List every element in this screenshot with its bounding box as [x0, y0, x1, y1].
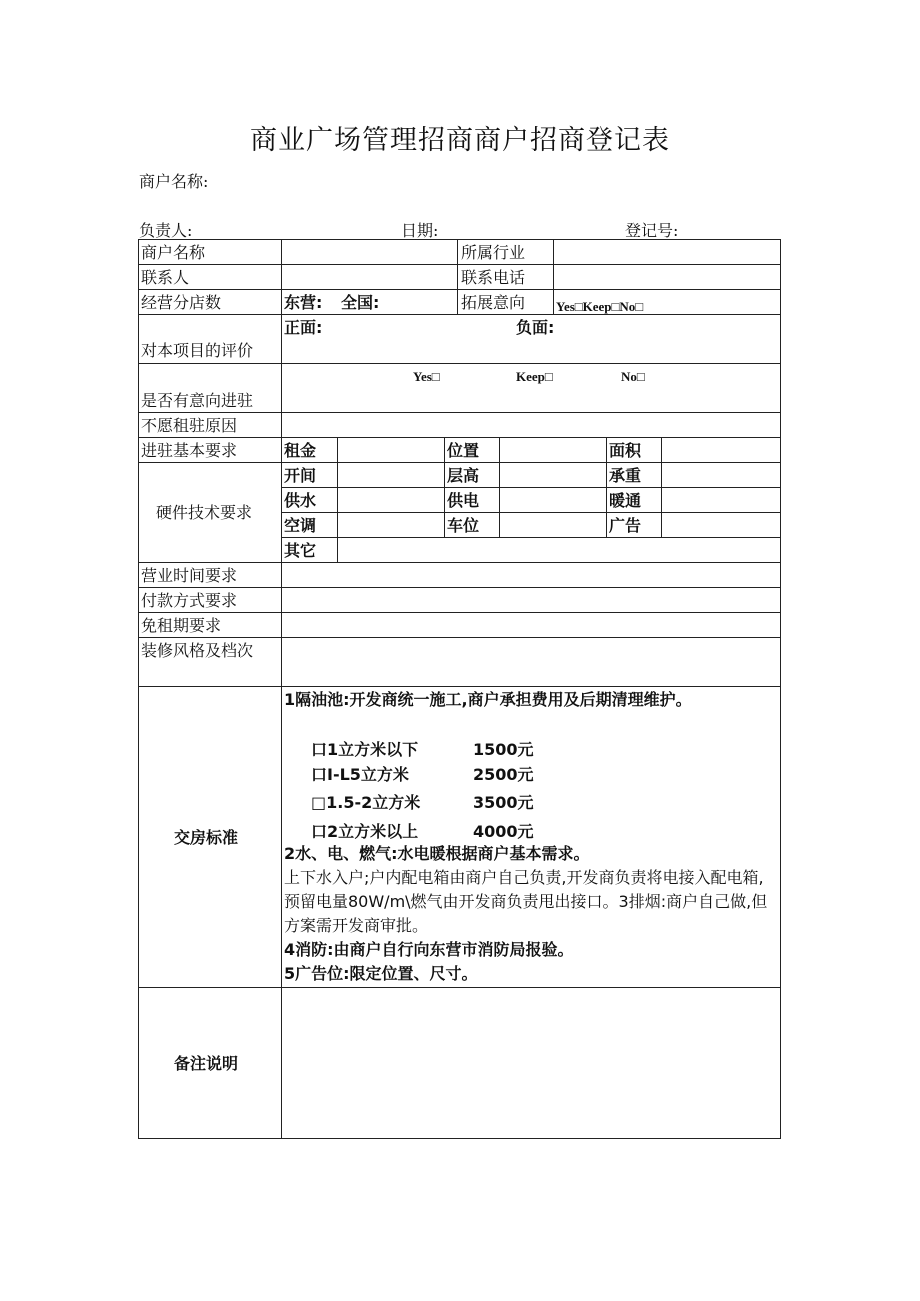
intention-yes: Yes□	[413, 369, 440, 384]
handover-standard-cell: 交房标准	[174, 828, 239, 847]
decoration-cell: 装修风格及档次	[141, 641, 254, 660]
handover-item-4: 4消防:由商户自行向东营市消防局报验。	[284, 940, 574, 959]
floor-height-cell: 层高	[447, 466, 480, 485]
ad-cell: 广告	[609, 516, 642, 535]
option-row: □1.5-2立方米 3500元	[311, 793, 534, 812]
remarks-cell: 备注说明	[174, 1054, 239, 1073]
merchant-name-label: 商户名称:	[139, 172, 209, 191]
heating-cell: 暖通	[609, 491, 642, 510]
intention-cell: 是否有意向进驻	[141, 391, 254, 410]
page-title: 商业广场管理招商商户招商登记表	[250, 125, 670, 156]
expansion-options: Yes□Keep□No□	[556, 299, 644, 314]
branches-national: 全国:	[341, 293, 380, 312]
option-row: 口1立方米以下 1500元	[311, 740, 534, 759]
power-cell: 供电	[447, 491, 480, 510]
basic-requirements-cell: 进驻基本要求	[141, 441, 238, 460]
ac-cell: 空调	[284, 516, 317, 535]
registration-number-label: 登记号:	[625, 221, 679, 240]
merchant-name-cell: 商户名称	[141, 243, 206, 262]
bay-cell: 开间	[284, 466, 317, 485]
option-row: 口2立方米以上 4000元	[311, 822, 534, 841]
parking-cell: 车位	[447, 516, 480, 535]
business-hours-cell: 营业时间要求	[141, 566, 238, 585]
intention-no: No□	[621, 369, 645, 384]
date-label: 日期:	[401, 221, 439, 240]
unwilling-reason-cell: 不愿租驻原因	[141, 416, 238, 435]
manager-label: 负责人:	[139, 221, 193, 240]
rent-cell: 租金	[284, 441, 317, 460]
positive-label: 正面:	[284, 318, 323, 337]
evaluation-cell: 对本项目的评价	[141, 341, 254, 360]
negative-label: 负面:	[516, 318, 555, 337]
handover-item-2-detail: 上下水入户;户内配电箱由商户自己负责,开发商负责将电接入配电箱,预留电量80W/m\燃气由开发商负责甩出接口。3排烟:商户自己做,但方案需开发商审批。	[284, 868, 768, 935]
water-cell: 供水	[284, 491, 317, 510]
industry-cell: 所属行业	[461, 243, 526, 262]
contact-cell: 联系人	[141, 268, 190, 287]
load-cell: 承重	[609, 466, 642, 485]
branches-cell: 经营分店数	[141, 293, 222, 312]
rent-free-cell: 免租期要求	[141, 616, 222, 635]
handover-item-1: 1隔油池:开发商统一施工,商户承担费用及后期清理维护。	[284, 690, 692, 709]
location-cell: 位置	[447, 441, 480, 460]
other-cell: 其它	[284, 541, 317, 560]
branches-dongying: 东营:	[284, 293, 323, 312]
handover-item-5: 5广告位:限定位置、尺寸。	[284, 964, 478, 983]
area-cell: 面积	[609, 441, 642, 460]
expansion-cell: 拓展意向	[461, 293, 526, 312]
payment-method-cell: 付款方式要求	[141, 591, 238, 610]
intention-keep: Keep□	[516, 369, 553, 384]
hardware-requirements-cell: 硬件技术要求	[156, 503, 253, 522]
option-row: 口I-L5立方米 2500元	[311, 765, 534, 784]
phone-cell: 联系电话	[461, 268, 526, 287]
handover-item-2: 2水、电、燃气:水电暖根据商户基本需求。	[284, 844, 590, 863]
